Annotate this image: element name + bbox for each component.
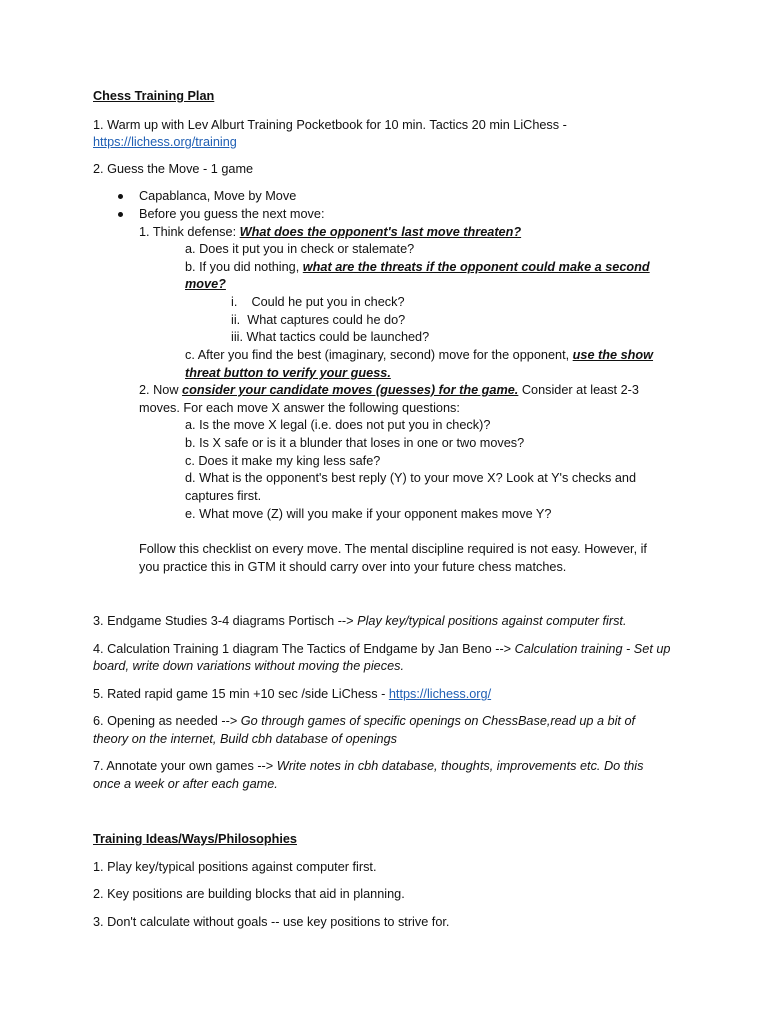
item-1-link-line [93, 134, 237, 151]
defense-check-c-line-1 [185, 347, 653, 364]
item-4-line-2: board, write down variations without moving the pieces. [93, 659, 405, 673]
item-6-lead: 6. Opening as needed --> [93, 714, 241, 728]
bullet-item-1: Capablanca, Move by Move [139, 189, 297, 203]
lichess-home-link[interactable]: https://lichess.org/ [388, 687, 492, 701]
bullet-icon [118, 194, 123, 199]
defense-check-b-line-2: move? [185, 277, 226, 291]
defense-check-b-emphasis: what are the threats if the opponent could make a second [302, 260, 650, 274]
question-a: a. Is the move X legal (i.e. does not put you in check)? [185, 418, 491, 432]
item-4-line-1 [93, 641, 671, 658]
lichess-training-link[interactable]: https://lichess.org/training [93, 135, 237, 149]
idea-item-2: 2. Key positions are building blocks that aid in planning. [93, 887, 405, 901]
page-title: Chess Training Plan [93, 89, 215, 103]
question-d-continued: captures first. [185, 489, 262, 503]
candidates-line-1 [139, 382, 639, 399]
follow-line-1: Follow this checklist on every move. The mental discipline required is not easy. However, if [139, 542, 647, 556]
item-6-line-2: theory on the internet, Build cbh database of openings [93, 732, 398, 746]
bullet-icon [118, 212, 123, 217]
candidates-tail: Consider at least 2-3 [518, 383, 639, 397]
item-7-emphasis: Write notes in cbh database, thoughts, improvements etc. Do this [276, 759, 644, 773]
candidates-lead: 2. Now [139, 383, 183, 397]
candidates-line-2: moves. For each move X answer the following questions: [139, 401, 460, 415]
defense-check-c-emphasis: use the show [572, 348, 654, 362]
item-5 [93, 686, 491, 703]
defense-check-b-line-1 [185, 259, 650, 276]
question-d: d. What is the opponent's best reply (Y) to your move X? Look at Y's checks and [185, 471, 637, 485]
item-7-line-1 [93, 758, 643, 775]
roman-item-1: i. Could he put you in check? [231, 295, 405, 309]
think-defense-line [139, 224, 521, 241]
item-4-lead: 4. Calculation Training 1 diagram The Tactics of Endgame by Jan Beno --> [93, 642, 515, 656]
item-7-line-2: once a week or after each game. [93, 777, 278, 791]
defense-check-c-line-2: threat button to verify your guess. [185, 366, 391, 380]
item-6-emphasis: Go through games of specific openings on ChessBase,read up a bit of [240, 714, 636, 728]
item-7-lead: 7. Annotate your own games --> [93, 759, 277, 773]
defense-check-b-lead: b. If you did nothing, [185, 260, 303, 274]
question-c: c. Does it make my king less safe? [185, 454, 381, 468]
think-defense-lead: 1. Think defense: [139, 225, 240, 239]
roman-item-2: ii. What captures could he do? [231, 313, 406, 327]
item-3-lead: 3. Endgame Studies 3-4 diagrams Portisch --> [93, 614, 358, 628]
candidates-emphasis: consider your candidate moves (guesses) for the game. [182, 383, 519, 397]
think-defense-question: What does the opponent's last move threaten? [239, 225, 522, 239]
follow-line-2: you practice this in GTM it should carry over into your future chess matches. [139, 560, 567, 574]
idea-item-1: 1. Play key/typical positions against computer first. [93, 860, 377, 874]
item-1-text: 1. Warm up with Lev Alburt Training Pocketbook for 10 min. Tactics 20 min LiChess - [93, 118, 567, 132]
item-6-line-1 [93, 713, 635, 730]
roman-item-3: iii. What tactics could be launched? [231, 330, 430, 344]
item-3 [93, 613, 626, 630]
question-e: e. What move (Z) will you make if your opponent makes move Y? [185, 507, 552, 521]
question-b: b. Is X safe or is it a blunder that loses in one or two moves? [185, 436, 525, 450]
item-3-emphasis: Play key/typical positions against computer first. [357, 614, 627, 628]
defense-check-c-lead: c. After you find the best (imaginary, second) move for the opponent, [185, 348, 573, 362]
idea-item-3: 3. Don't calculate without goals -- use key positions to strive for. [93, 915, 450, 929]
item-5-lead: 5. Rated rapid game 15 min +10 sec /side LiChess - [93, 687, 389, 701]
ideas-title: Training Ideas/Ways/Philosophies [93, 832, 297, 846]
item-2-heading: 2. Guess the Move - 1 game [93, 162, 254, 176]
defense-check-a: a. Does it put you in check or stalemate? [185, 242, 415, 256]
bullet-item-2: Before you guess the next move: [139, 207, 325, 221]
item-4-emphasis: Calculation training - Set up [514, 642, 671, 656]
